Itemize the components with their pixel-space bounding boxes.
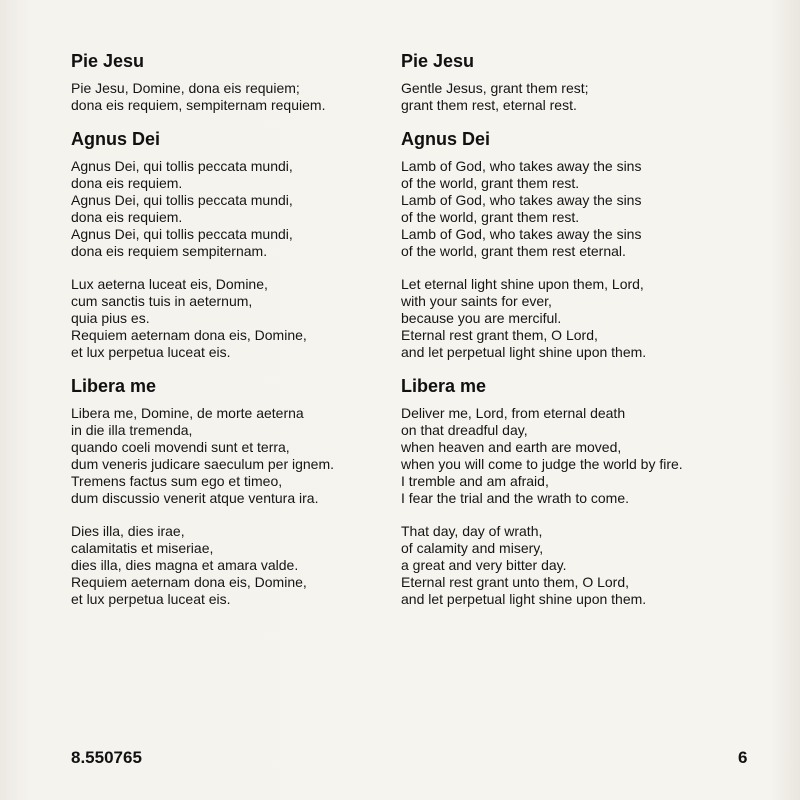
section-heading: Agnus Dei	[71, 129, 161, 149]
stanza	[401, 523, 741, 608]
text-line: Eternal rest grant unto them, O Lord,	[401, 574, 630, 590]
text-line: in die illa tremenda,	[71, 422, 193, 438]
text-line: Lamb of God, who takes away the sins	[401, 158, 642, 174]
text-line: Pie Jesu, Domine, dona eis requiem;	[71, 80, 300, 96]
text-section	[71, 50, 391, 114]
text-line: dum discussio venerit atque ventura ira.	[71, 490, 319, 506]
text-line: quando coeli movendi sunt et terra,	[71, 439, 290, 455]
text-line: on that dreadful day,	[401, 422, 528, 438]
catalog-number: 8.550765	[71, 748, 142, 767]
section-gap	[401, 361, 741, 375]
text-line: dona eis requiem sempiternam.	[71, 243, 268, 259]
section-heading: Pie Jesu	[401, 51, 475, 71]
text-line: Agnus Dei, qui tollis peccata mundi,	[71, 226, 293, 242]
text-line: Lux aeterna luceat eis, Domine,	[71, 276, 268, 292]
text-line: cum sanctis tuis in aeternum,	[71, 293, 253, 309]
text-section	[71, 375, 391, 608]
text-line: Libera me, Domine, de morte aeterna	[71, 405, 304, 421]
stanza	[401, 276, 741, 361]
text-line: Lamb of God, who takes away the sins	[401, 226, 642, 242]
stanza	[401, 158, 741, 260]
text-line: I tremble and am afraid,	[401, 473, 549, 489]
stanza-gap	[401, 507, 741, 523]
text-line: when you will come to judge the world by fire.	[401, 456, 683, 472]
text-line: of calamity and misery,	[401, 540, 544, 556]
text-line: dies illa, dies magna et amara valde.	[71, 557, 299, 573]
stanza	[71, 80, 391, 114]
text-line: of the world, grant them rest.	[401, 209, 580, 225]
text-line: I fear the trial and the wrath to come.	[401, 490, 630, 506]
stanza-gap	[401, 260, 741, 276]
text-line: when heaven and earth are moved,	[401, 439, 622, 455]
stanza	[71, 158, 391, 260]
text-line: because you are merciful.	[401, 310, 562, 326]
text-line: quia pius es.	[71, 310, 150, 326]
text-line: That day, day of wrath,	[401, 523, 543, 539]
section-heading: Agnus Dei	[401, 129, 491, 149]
text-line: Tremens factus sum ego et timeo,	[71, 473, 283, 489]
text-line: dona eis requiem, sempiternam requiem.	[71, 97, 326, 113]
text-line: and let perpetual light shine upon them.	[401, 344, 647, 360]
text-line: grant them rest, eternal rest.	[401, 97, 577, 113]
text-line: Let eternal light shine upon them, Lord,	[401, 276, 644, 292]
section-heading: Pie Jesu	[71, 51, 145, 71]
section-gap	[71, 361, 391, 375]
stanza	[71, 523, 391, 608]
section-gap	[71, 114, 391, 128]
stanza-gap	[71, 260, 391, 276]
stanza-gap	[71, 507, 391, 523]
section-heading: Libera me	[71, 376, 157, 396]
text-line: Agnus Dei, qui tollis peccata mundi,	[71, 158, 293, 174]
text-line: Dies illa, dies irae,	[71, 523, 185, 539]
stanza	[401, 405, 741, 507]
text-line: dum veneris judicare saeculum per ignem.	[71, 456, 335, 472]
text-line: Requiem aeternam dona eis, Domine,	[71, 574, 307, 590]
text-line: of the world, grant them rest eternal.	[401, 243, 626, 259]
text-section	[401, 375, 741, 608]
stanza	[401, 80, 741, 114]
english-column	[401, 50, 741, 608]
latin-column	[71, 50, 391, 608]
text-line: Gentle Jesus, grant them rest;	[401, 80, 589, 96]
section-gap	[401, 114, 741, 128]
text-line: a great and very bitter day.	[401, 557, 567, 573]
text-section	[71, 128, 391, 361]
text-line: Agnus Dei, qui tollis peccata mundi,	[71, 192, 293, 208]
text-line: with your saints for ever,	[401, 293, 552, 309]
section-heading: Libera me	[401, 376, 487, 396]
text-line: dona eis requiem.	[71, 175, 183, 191]
text-section	[401, 128, 741, 361]
text-line: of the world, grant them rest.	[401, 175, 580, 191]
text-line: calamitatis et miseriae,	[71, 540, 214, 556]
text-line: dona eis requiem.	[71, 209, 183, 225]
text-line: Eternal rest grant them, O Lord,	[401, 327, 598, 343]
page-number: 6	[738, 748, 748, 767]
text-line: Requiem aeternam dona eis, Domine,	[71, 327, 307, 343]
text-line: et lux perpetua luceat eis.	[71, 591, 231, 607]
text-line: Deliver me, Lord, from eternal death	[401, 405, 626, 421]
text-section	[401, 50, 741, 114]
text-line: et lux perpetua luceat eis.	[71, 344, 231, 360]
stanza	[71, 276, 391, 361]
text-line: and let perpetual light shine upon them.	[401, 591, 647, 607]
text-line: Lamb of God, who takes away the sins	[401, 192, 642, 208]
stanza	[71, 405, 391, 507]
